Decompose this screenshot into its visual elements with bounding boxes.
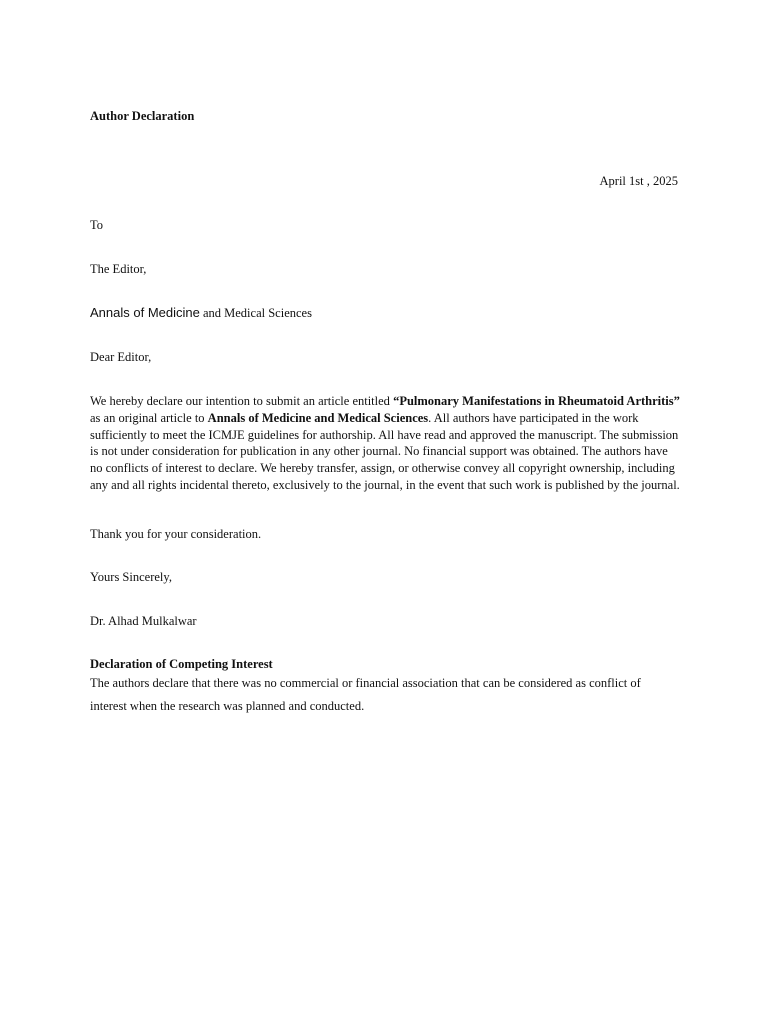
document-heading: Author Declaration	[90, 109, 195, 123]
article-title: “Pulmonary Manifestations in Rheumatoid Arthritis”	[393, 394, 680, 408]
thanks-line: Thank you for your consideration.	[90, 527, 262, 541]
journal-name-part2: and Medical Sciences	[199, 306, 312, 320]
body-text-3: . All authors have participated in the work sufficiently to meet the ICMJE guidelines for authorship. All have read and approved the manuscript. The submission is not under consideration for publication in any other journal. No financial support was obtained. The authors have no conflicts of interest to declare. We hereby transfer, assign, or otherwise convey all copyright ownership, including any and all rights incidental thereto, exclusively to the journal, in the event that such work is published by the journal.	[90, 410, 680, 492]
journal-name	[90, 305, 312, 321]
salutation: Dear Editor,	[90, 350, 152, 364]
body-text-1: We hereby declare our intention to submit an article entitled	[90, 394, 394, 408]
letter-date: April 1st , 2025	[599, 174, 678, 188]
body-text-2: as an original article to	[90, 410, 208, 425]
addressee-to: To	[90, 218, 104, 232]
closing-line: Yours Sincerely,	[90, 570, 172, 584]
competing-interest-heading: Declaration of Competing Interest	[90, 657, 273, 671]
declaration-paragraph	[90, 393, 680, 494]
addressee-editor: The Editor,	[90, 262, 147, 276]
journal-name-bold: Annals of Medicine and Medical Sciences	[207, 410, 429, 425]
competing-interest-text: The authors declare that there was no commercial or financial association that can be considered as conflict of interest when the research was planned and conducted.	[90, 676, 641, 713]
signature-name: Dr. Alhad Mulkalwar	[90, 614, 197, 628]
journal-name-part1: Annals of Medicine	[90, 305, 200, 320]
